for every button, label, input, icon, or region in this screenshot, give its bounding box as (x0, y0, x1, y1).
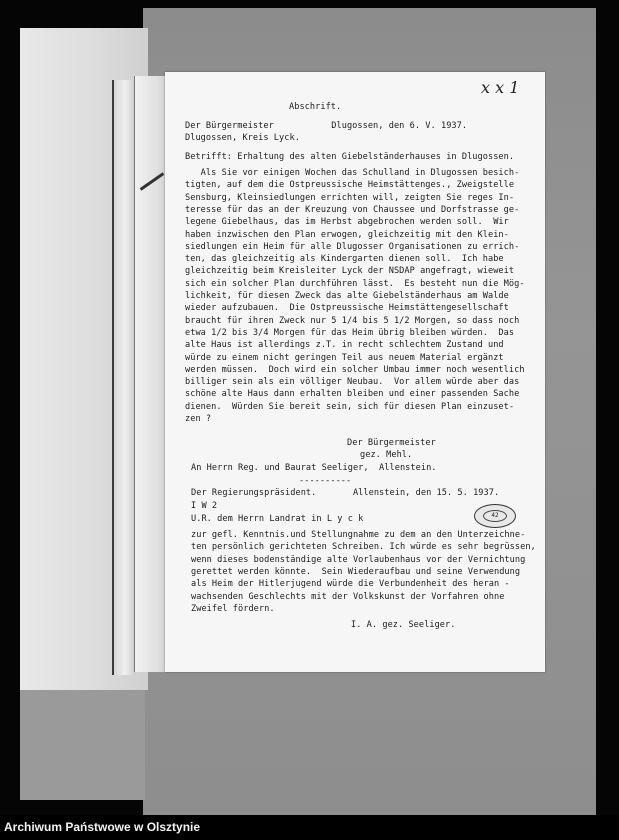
body-line: tigten, auf dem die Ostpreussische Heimstättenges., Zweigstelle (185, 180, 515, 191)
reply-line: wenn dieses bodenständige alte Vorlaubenhaus vor der Vernichtung (191, 554, 526, 565)
reply-line: ten persönlich gerichteten Schreiben. Ich würde es sehr begrüssen, (191, 542, 536, 553)
subject-line: Betrifft: Erhaltung des alten Giebelständerhauses in Dlugossen. (185, 152, 515, 162)
body-line: ten, das gleichzeitig als Kindergarten dienen soll. Ich habe (185, 254, 504, 265)
reply-line: zur gefl. Kenntnis.und Stellungnahme zu dem an den Unterzeichne- (191, 530, 526, 540)
body-line: sich ein solcher Plan durchführen lässt. Es besteht nun die Mög- (185, 278, 525, 289)
stamp-number: 42 (483, 510, 507, 522)
body-line: braucht für ihren Zweck nur 5 1/4 bis 5 1/2 Morgen, so dass noch (185, 315, 520, 326)
body-line: haben inzwischen den Plan erwogen, gleichzeitig mit den Klein- (185, 229, 509, 240)
body-line: würde zu einem nicht geringen Teil aus neuem Material ergänzt (185, 352, 504, 363)
official-stamp (474, 504, 516, 528)
archive-footer (0, 815, 619, 840)
handwritten-marks: x x 1 (481, 78, 520, 97)
body-line: teresse für das an der Kreuzung von Chaussee und Dorfstrasse ge- (185, 204, 520, 215)
body-line: legene Giebelhaus, das im Herbst abgebrochen werden soll. Wir (185, 217, 509, 228)
body-line: gleichzeitig beim Kreisleiter Lyck der NSDAP angefragt, wieweit (185, 266, 515, 277)
body-line: alte Haus ist allerdings z.T. in recht schlechtem Zustand und (185, 340, 504, 351)
body-line: Sensburg, Kleinsiedlungen errichten will, zeigten Sie reges In- (185, 192, 515, 203)
reply-line: als Heim der Hitlerjugend würde die Verbundenheit des heran - (191, 579, 510, 590)
sender-location: Dlugossen, Kreis Lyck. (185, 133, 300, 143)
reply-forward-line: U.R. dem Herrn Landrat in L y c k (191, 514, 364, 524)
body-line: schöne alte Haus dann erhalten bleiben und einer passenden Sache (185, 389, 520, 400)
folded-paper-strip (112, 80, 136, 675)
sender-line: Der Bürgermeister Dlugossen, den 6. V. 1937. (185, 121, 468, 131)
signature-name: gez. Mehl. (360, 450, 413, 460)
signature-title: Der Bürgermeister (347, 438, 436, 448)
folded-paper-edge (134, 76, 167, 672)
body-line: etwa 1/2 bis 3/4 Morgen für das Heim übrig bleiben würden. Das (185, 327, 515, 338)
reply-line: Zweifel fördern. (191, 603, 275, 614)
reply-header: Der Regierungspräsident. Allenstein, den 15. 5. 1937. (191, 488, 500, 498)
section-separator: ---------- (299, 476, 352, 486)
body-line: zen ? (185, 414, 212, 424)
body-line: dienen. Würden Sie bereit sein, sich für diesen Plan einzuset- (185, 401, 515, 412)
left-sheet-shadow (20, 690, 145, 800)
document-heading: Abschrift. (289, 102, 342, 112)
body-line: werden müssen. Doch wird ein solcher Umbau immer noch wesentlich (185, 364, 525, 375)
reply-line: wachsenden Geschlechts mit der Volkskunst der Vorfahren ohne (191, 591, 505, 602)
body-line: billiger sein als ein völliger Neubau. Vor allem würde aber das (185, 377, 520, 388)
addressee-line: An Herrn Reg. und Baurat Seeliger, Allenstein. (191, 463, 437, 473)
body-line: Als Sie vor einigen Wochen das Schulland in Dlugossen besich- (185, 168, 520, 178)
body-line: siedlungen ein Heim für alle Dlugosser Organisationen zu errich- (185, 241, 520, 252)
body-line: lichkeit, für diesen Zweck das alte Giebelständerhaus am Walde (185, 291, 509, 301)
body-line: wieder aufzubauen. Die Ostpreussische Heimstättengesellschaft (185, 303, 509, 314)
reply-line: gerettet werden könnte. Sein Wiederaufbau und seine Verwendung (191, 566, 521, 577)
reply-reference: I W 2 (191, 501, 218, 511)
reply-signature: I. A. gez. Seeliger. (351, 620, 456, 630)
document-page (165, 72, 545, 672)
archive-name: Archiwum Państwowe w Olsztynie (4, 820, 201, 834)
